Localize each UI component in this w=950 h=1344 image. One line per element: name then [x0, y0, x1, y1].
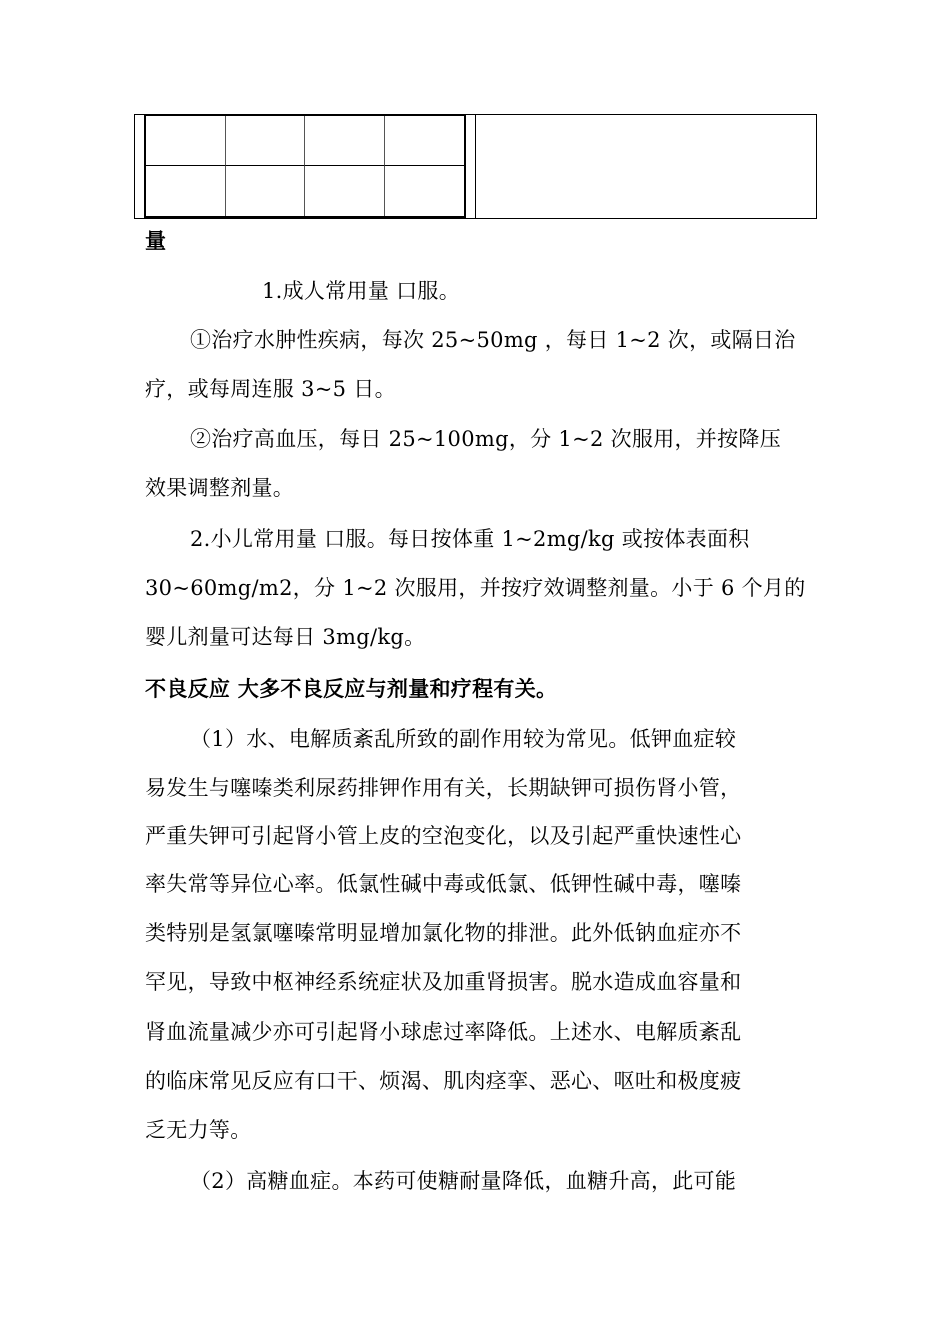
table-cell: [146, 116, 226, 166]
table-cell: [305, 166, 385, 216]
text-line: 罕见，导致中枢神经系统症状及加重肾损害。脱水造成血容量和: [145, 970, 742, 994]
table-cell: [385, 166, 465, 216]
text-line: 2.小儿常用量 口服。每日按体重 1~2mg/kg 或按体表面积: [190, 527, 750, 551]
text-line: 乏无力等。: [145, 1118, 252, 1142]
text-line: 率失常等异位心率。低氯性碱中毒或低氯、低钾性碱中毒，噻嗪: [145, 872, 742, 896]
text-line: ①治疗水肿性疾病，每次 25~50mg ，每日 1~2 次，或隔日治: [190, 328, 796, 352]
section-heading-dosage: 量: [145, 229, 167, 253]
table-divider: [475, 114, 476, 219]
table-cell: [226, 166, 306, 216]
text-line: 1.成人常用量 口服。: [262, 279, 461, 303]
section-heading-adverse-reactions: 不良反应 大多不良反应与剂量和疗程有关。: [145, 677, 558, 701]
text-line: 严重失钾可引起肾小管上皮的空泡变化，以及引起严重快速性心: [145, 824, 742, 848]
text-line: 疗，或每周连服 3~5 日。: [145, 377, 396, 401]
text-line: 婴儿剂量可达每日 3mg/kg。: [145, 625, 426, 649]
table-cell: [305, 116, 385, 166]
text-line: 30~60mg/m2，分 1~2 次服用，并按疗效调整剂量。小于 6 个月的: [145, 576, 806, 600]
text-line: 易发生与噻嗪类利尿药排钾作用有关，长期缺钾可损伤肾小管，: [145, 776, 742, 800]
table-cell: [146, 166, 226, 216]
table-grid: [144, 114, 466, 218]
text-line: （2）高糖血症。本药可使糖耐量降低，血糖升高，此可能: [190, 1169, 737, 1193]
text-line: 的临床常见反应有口干、烦渴、肌肉痉挛、恶心、呕吐和极度疲: [145, 1069, 742, 1093]
text-line: 肾血流量减少亦可引起肾小球虑过率降低。上述水、电解质紊乱: [145, 1020, 742, 1044]
table-cell: [385, 116, 465, 166]
text-line: ②治疗高血压，每日 25~100mg，分 1~2 次服用，并按降压: [190, 427, 781, 451]
text-line: （1）水、电解质紊乱所致的副作用较为常见。低钾血症较: [190, 727, 737, 751]
table-cell: [226, 116, 306, 166]
text-line: 类特别是氢氯噻嗪常明显增加氯化物的排泄。此外低钠血症亦不: [145, 921, 742, 945]
text-line: 效果调整剂量。: [145, 476, 295, 500]
